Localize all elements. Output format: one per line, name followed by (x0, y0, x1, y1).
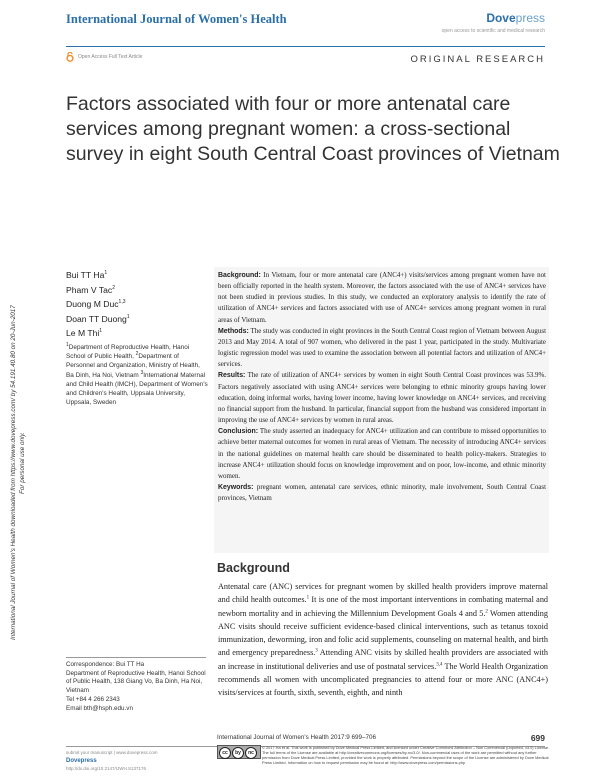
body-text: It is one of the most important interventions in combating maternal and newborn mortality and in achieving the Millennium Development Goals 4 and 5. (218, 595, 549, 618)
affiliation-text: Department of Reproductive Health, Hanoi School of Public Health, (66, 344, 190, 361)
abstract-keywords (218, 482, 546, 504)
affiliation-text: Department of Personnel and Organization, Ministry of Health, Ba Dinh, Ha Noi, Vietnam (66, 353, 200, 379)
citation-ref[interactable]: 1 (306, 595, 310, 601)
abstract-background-text: In Vietnam, four or more antenatal care (ANC4+) visits/services among pregnant women have not been officially reported in the health system. Moreover, the factors associated with the use of ANC4+ services have not been studied in previous studies. In this study, we conducted an exploratory analysis to identify the rate of utilization of ANC4+ services and factors associated with use of ANC4+ services among pregnant women in rural areas of Vietnam. (218, 271, 546, 324)
abstract-keywords-text: pregnant women, antenatal care services, ethnic minority, male involvement, South Central Coast provinces, Vietnam (218, 482, 546, 503)
journal-citation: International Journal of Women's Health 2017:9 699–706 (217, 734, 376, 741)
citation-ref[interactable]: 2 (485, 608, 488, 614)
author-affiliation-marker: 1 (99, 328, 103, 335)
cc-nc-icon: nc (245, 747, 257, 759)
author-list (66, 268, 206, 341)
author-item (66, 326, 206, 341)
article-title: Factors associated with four or more antenatal care services among pregnant women: a cross-sectional survey in eight South Central Coast provinces of Vietnam (66, 93, 560, 165)
author-affiliation-marker: 1,3 (118, 299, 126, 306)
body-text: Attending ANC visits by skilled health providers are associated with an increase in institutional deliveries and use of postnatal services. (218, 648, 548, 671)
open-access-label: Open Access Full Text Article (78, 54, 143, 60)
license-text: © 2017 Ha et al. This work is published by Dove Medical Press Limited, and licensed under Creative Commons Attribution – Non Commercial (unported, v3.0) License. The full terms of the License are available at http://creativecommons.org/licenses/by-nc/3.0/. Non-commercial uses of the work are permitted without any further permission from Dove Medical Press Limited, provided the work is properly attributed. Permissions beyond the scope of the License are administered by Dove Medical Press Limited. Information on how to request permission may be found at: http://www.dovepress.com/permissions.php (262, 745, 550, 765)
abstract-conclusion-label: Conclusion: (218, 428, 259, 436)
page-number: 699 (530, 733, 545, 743)
author-item (66, 312, 206, 327)
header-divider (66, 46, 545, 47)
publisher-logo (486, 11, 545, 25)
abstract-methods-label: Methods: (218, 327, 249, 335)
download-watermark-line1: International Journal of Women's Health downloaded from https://www.dovepress.com/ by 54.191.40.80 on 20-Jun-2017 (10, 305, 17, 640)
author-name: Le M Thi (66, 328, 100, 338)
correspondence-label: Correspondence: Bui TT Ha (66, 661, 145, 668)
journal-title: International Journal of Women's Health (66, 12, 287, 26)
affiliation-text: International Maternal and Child Health (IMCH), Department of Women's and Children's Health, Uppsala University, Uppsala, Sweden (66, 371, 208, 407)
citation-ref[interactable]: 3 (315, 648, 318, 654)
doi-link[interactable]: http://dx.doi.org/10.2147/IJWH.S137176 (66, 766, 147, 771)
correspondence-tel: Tel +84 4 266 2343 (66, 695, 120, 703)
cc-by-icon: by (232, 747, 244, 759)
author-name: Pham V Tac (66, 284, 113, 295)
author-affiliation-marker: 2 (112, 284, 115, 291)
download-watermark (3, 120, 35, 640)
author-name: Duong M Duc (66, 299, 119, 309)
abstract-results-label: Results: (218, 372, 246, 380)
background-paragraph (218, 580, 548, 700)
abstract-methods (218, 326, 546, 371)
section-heading-background: Background (217, 561, 290, 575)
author-item (66, 297, 206, 312)
affiliation-marker: 3 (140, 369, 144, 376)
submit-manuscript-link[interactable]: submit your manuscript | www.dovepress.com (66, 750, 158, 755)
abstract-keywords-label: Keywords: (218, 483, 254, 491)
abstract-background-label: Background: (218, 272, 261, 279)
abstract-methods-text: The study was conducted in eight provinces in the South Central Coast region of Vietnam between August 2013 and May 2014. A total of 907 women, who delivered in the past 1 year, participated in the study. Multivariate logistic regression model was used to examine the association between all potential factors and utilization of ANC4+ services. (218, 326, 546, 369)
abstract-conclusion-text: The study asserted an inadequacy for ANC4+ utilization and can contribute to missed opportunities to achieve better maternal outcomes for women in rural areas of Vietnam. The necessity of introducing ANC4+ services in the national guidelines on maternal health care should be disseminated to health policy-makers. Strategies to increase ANC4+ utilization should focus on knowledge improvement and on poor, low-income, and ethnic minority women. (218, 427, 546, 480)
open-access-icon (66, 52, 74, 62)
affiliation-marker: 1 (66, 341, 69, 348)
author-affiliation-marker: 1 (104, 270, 108, 277)
correspondence (66, 661, 208, 713)
abstract-background (218, 270, 546, 326)
body-text: Antenatal care (ANC) services for pregnant women by skilled health providers improve maternal and child health outcomes. (218, 582, 548, 605)
correspondence-email[interactable]: Email bth@hsph.edu.vn (66, 704, 133, 712)
author-name: Doan TT Duong (66, 313, 127, 324)
abstract-conclusion (218, 426, 546, 482)
affiliation-marker: 2 (135, 351, 139, 358)
download-watermark-line2: For personal use only. (19, 432, 26, 494)
correspondence-address: Department of Reproductive Health, Hanoi School of Public Health, 138 Giang Vo, Ba Dinh, Ha Noi, Vietnam (66, 669, 206, 695)
author-affiliation-marker: 1 (126, 313, 130, 320)
abstract-results-text: The rate of utilization of ANC4+ services by women in eight South Central Coast provinces was 53.9%. Factors negatively associated with using ANC4+ services were belonging to ethnic minority groups having lower education, doing informal works, having lower income, having lower knowledge on ANC4+ services, and receiving no financial support from the husband. In particular, financial support from the husband was considered important in improving the use of ANC4+ services by women in rural areas. (218, 371, 546, 425)
body-text: The World Health Organization recommends all women with uncomplicated pregnancies to attend four or more ANC (ANC4+) visits/services at fourth, sixth, seventh, eighth, and ninth (218, 661, 549, 698)
article-type: ORIGINAL RESEARCH (410, 54, 545, 65)
footer-publisher-logo: Dovepress (66, 758, 97, 764)
author-item (66, 268, 206, 283)
publisher-logo-bold: Dove (486, 11, 516, 25)
citation-ref[interactable]: 3,4 (436, 662, 443, 668)
correspondence-divider (66, 657, 206, 658)
publisher-tagline: open access to scientific and medical research (441, 28, 545, 34)
abstract-results (218, 370, 546, 426)
publisher-logo-light: press (515, 11, 545, 25)
creative-commons-badge[interactable] (217, 745, 261, 759)
abstract (218, 270, 546, 504)
affiliations (66, 343, 208, 407)
body-text: Women attending ANC visits should receive sufficient evidence-based clinical interventions, such as tetanus toxoid immunization, deworming, iron and folic acid supplements, counseling on maternal health, and birth and emergency preparedness. (218, 608, 548, 658)
author-item (66, 283, 206, 298)
author-name: Bui TT Ha (66, 270, 105, 280)
cc-icon: cc (219, 747, 231, 759)
